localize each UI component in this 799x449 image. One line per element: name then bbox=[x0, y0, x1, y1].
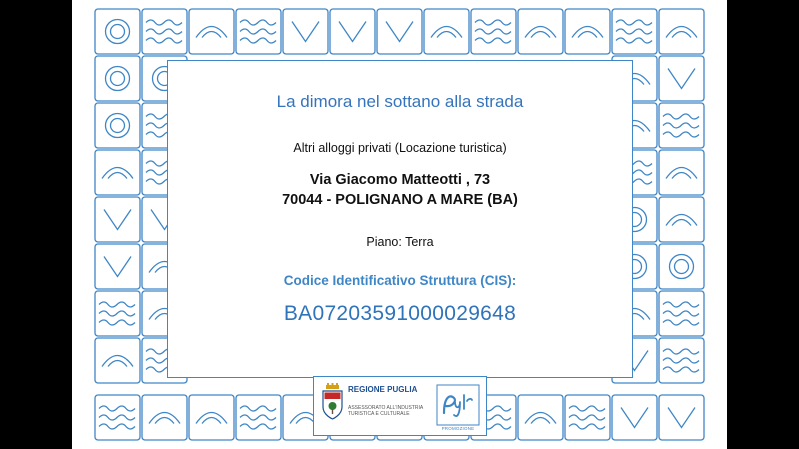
tile bbox=[659, 150, 704, 195]
tile bbox=[236, 9, 281, 54]
accommodation-category: Altri alloggi privati (Locazione turistica) bbox=[293, 141, 507, 155]
tile bbox=[95, 291, 140, 336]
address-city: 70044 - POLIGNANO A MARE (BA) bbox=[282, 192, 518, 208]
tile bbox=[95, 197, 140, 242]
accommodation-name: La dimora nel sottano alla strada bbox=[276, 92, 524, 111]
region-department-line1: ASSESSORATO ALL'INDUSTRIA bbox=[348, 405, 424, 411]
tile bbox=[424, 9, 469, 54]
tile bbox=[95, 244, 140, 289]
region-name: REGIONE PUGLIA bbox=[348, 385, 418, 394]
floor-info: Piano: Terra bbox=[366, 235, 434, 249]
tile bbox=[189, 9, 234, 54]
tile bbox=[659, 395, 704, 440]
tile bbox=[659, 338, 704, 383]
tile bbox=[612, 395, 657, 440]
tile bbox=[330, 9, 375, 54]
tile bbox=[95, 56, 140, 101]
certificate-sheet bbox=[72, 0, 727, 449]
cis-code: BA07203591000029648 bbox=[283, 302, 517, 325]
tile bbox=[283, 9, 328, 54]
tile bbox=[95, 9, 140, 54]
tile bbox=[189, 395, 234, 440]
tile bbox=[659, 197, 704, 242]
tile bbox=[659, 9, 704, 54]
tile bbox=[95, 338, 140, 383]
pugliapromozione-logo-icon bbox=[435, 383, 481, 431]
tile bbox=[95, 150, 140, 195]
tile bbox=[236, 395, 281, 440]
address-street: Via Giacomo Matteotti , 73 bbox=[309, 172, 491, 188]
tile bbox=[612, 9, 657, 54]
tile bbox=[518, 395, 563, 440]
cis-label: Codice Identificativo Struttura (CIS): bbox=[283, 273, 517, 288]
tile bbox=[95, 395, 140, 440]
regione-puglia-emblem-icon bbox=[321, 383, 344, 429]
tile bbox=[659, 291, 704, 336]
tile bbox=[659, 244, 704, 289]
sponsor-logos bbox=[313, 376, 487, 436]
tile bbox=[518, 9, 563, 54]
region-department-line2: TURISTICA E CULTURALE bbox=[348, 411, 410, 417]
tile bbox=[565, 9, 610, 54]
promo-label: PROMOZIONE bbox=[441, 426, 475, 431]
tile bbox=[95, 103, 140, 148]
tile bbox=[659, 103, 704, 148]
tile bbox=[659, 56, 704, 101]
tile bbox=[565, 395, 610, 440]
tile bbox=[142, 395, 187, 440]
tile bbox=[471, 9, 516, 54]
tile bbox=[142, 9, 187, 54]
info-card bbox=[167, 60, 633, 378]
tile bbox=[377, 9, 422, 54]
